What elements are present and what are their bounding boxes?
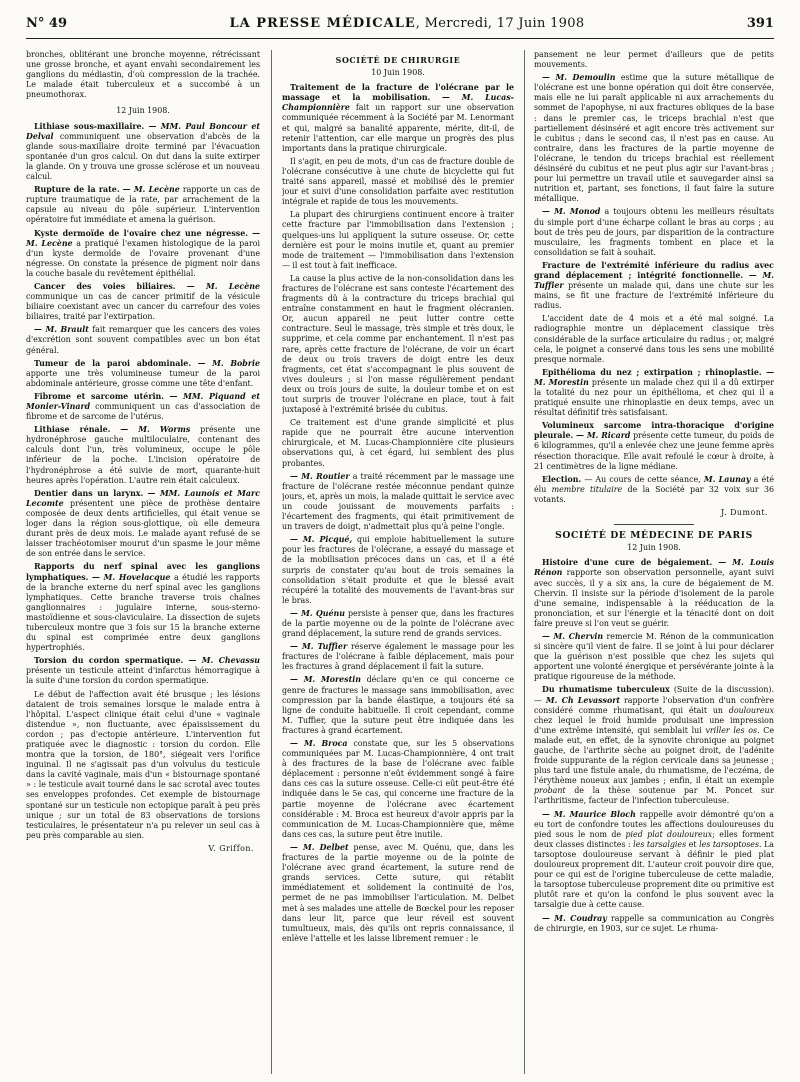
author: — M. Chervin bbox=[542, 631, 604, 641]
paragraph: Ce traitement est d'une grande simplicité et plus rapide que ne pourrait être aucune intervention chirurgicale, et M. Lucas-Championnière cite plusieurs observations qui, à cet égard, lui semblent des plus probantes. bbox=[282, 418, 514, 468]
author: — M. Demoulin bbox=[542, 73, 616, 83]
article-lithiase-renale: Lithiase rénale. — M. Worms présente une hydronéphrose gauche multiloculaire, contenant des calculs dont l'un, très volumineux, occupe le pôle inférieur de la poche. L'incision opératoire de l'hydronéphrose a été suivie de mort, quarante-huit heures après l'opération. L'autre rein était calculeux. bbox=[26, 425, 260, 485]
paragraph: — M. Broca constate que, sur les 5 observations communiquées par M. Lucas-Championnière, 4 ont trait à des fractures de la base de l'olécrane avec faible déplacement : personne n'eût évidemment songé à faire dans ces cas la suture osseuse. Celle-ci eût peut-être été indiquée dans le 5e cas, qui concerne une fracture de la partie moyenne de l'olécrane avec écartement considérable : M. Broca est heureux d'avoir appris par la communication de M. Lucas-Championnière que, même dans ces cas, la suture peut être inutile. bbox=[282, 739, 514, 839]
author: — M. Broca bbox=[290, 739, 348, 748]
article-olecrane: Traitement de la fracture de l'olécrane par le massage et la mobilisation. — M. Lucas-Championnière fait un rapport sur une observation communiquée récemment à la Société par M. Lenormant et qui, malgré sa banalité apparente, mérite, dit-il, de retenir l'attention, car elle marque un progrès des plus importants dans la pratique chirurgicale. bbox=[282, 83, 514, 153]
paragraph: — M. Monod a toujours obtenu les meilleurs résultats du simple port d'une écharpe collant le bras au corps ; au bout de très peu de jours, par disparition de la contracture musculaire, les fragments tombent en place et la consolidation se fait à souhait. bbox=[534, 207, 774, 257]
article-nerf-spinal: Rapports du nerf spinal avec les ganglions lymphatiques. — M. Hovelacque a étudié les rapports de la branche externe du nerf spinal avec les ganglions lymphatiques. Cette branche traverse trois chaînes ganglionnaires : jugulaire interne, sous-sterno-mastoïdienne et sous-claviculaire. La dissection de sujets tuberculeux montre que 3 fois sur 15 la branche externe du spinal est comprimée entre deux ganglions hypertrophiés. bbox=[26, 562, 260, 653]
page-header bbox=[26, 16, 774, 39]
paragraph: L'accident date de 4 mois et a été mal soigné. La radiographie montre un déplacement classique très considérable de la surface articulaire du radius ; or, malgré cela, le poignet a conservé dans tous les sens une mobilité presque normale. bbox=[534, 314, 774, 364]
article-title: Rupture de la rate. bbox=[34, 185, 120, 195]
article-kyste: Kyste dermoïde de l'ovaire chez une négresse. — M. Lecène a pratiqué l'examen histologique de la paroi d'un kyste dermoïde de l'ovaire provenant d'une négresse. On constate la présence de pigment noir dans la couche basale du revêtement épithélial. bbox=[26, 228, 260, 278]
article-title: Kyste dermoïde de l'ovaire chez une négresse. bbox=[34, 228, 248, 238]
article-election: Election. — Au cours de cette séance, M. Launay a été élu membre titulaire de la Société par 32 voix sur 36 votants. bbox=[534, 474, 774, 504]
separator bbox=[614, 524, 694, 525]
author: — M. Tuffier bbox=[534, 270, 774, 291]
author: M. Launay bbox=[703, 474, 751, 484]
author: — M. Tuffier bbox=[290, 642, 348, 652]
article-torsion: Torsion du cordon spermatique. — M. Chevassu présente un testicule atteint d'infarctus hémorragique à la suite d'une torsion du cordon spermatique. bbox=[26, 656, 260, 686]
author: — M. Monod bbox=[542, 207, 601, 217]
article-title: Volumineux sarcome intra-thoracique d'origine pleurale. bbox=[534, 421, 774, 441]
signature: V. Griffon. bbox=[208, 843, 254, 853]
paragraph: — M. Routier a traité récemment par le massage une fracture de l'olécrane restée méconnue pendant quinze jours, et, après un mois, la malade quittait le service avec un coude jouissant de mouvements parfaits : l'écartement des fragments, qui était primitivement de un travers de doigt, n'admettait plus qu'à peine l'ongle. bbox=[282, 471, 514, 532]
author: — MM. Launois et Marc Lecomte bbox=[26, 488, 260, 508]
author: — M. Hovelacque bbox=[91, 572, 171, 582]
article-title: Lithiase rénale. bbox=[34, 425, 111, 435]
article-title: Histoire d'une cure de bégaiement. bbox=[542, 558, 713, 568]
session-date: 10 Juin 1908. bbox=[371, 68, 425, 78]
author: — M. Louis Rénon bbox=[534, 558, 774, 578]
article-title: Du rhumatisme tuberculeux bbox=[542, 685, 670, 695]
article-title: Epithélioma du nez ; extirpation ; rhinoplastie. bbox=[542, 367, 762, 377]
paragraph: — M. Brault fait remarquer que les cancers des voies d'excrétion sont souvent compatibles avec un bon état général. bbox=[26, 325, 260, 355]
signature: J. Dumont. bbox=[721, 508, 768, 518]
author: — M. Lecène bbox=[122, 185, 180, 195]
paragraph: — M. Quénu persiste à penser que, dans les fractures de la partie moyenne ou de la pointe de l'olécrane avec grand déplacement, la suture rend de grands services. bbox=[282, 608, 514, 639]
column-divider bbox=[524, 50, 525, 1074]
article-dentier: Dentier dans un larynx. — MM. Launois et Marc Lecomte présentent une pièce de prothèse dentaire composée de deux dents artificielles, qui était venue se loger dans la région sous-glottique, où elle demeura durant près de deux mois. Le malade ayant refusé de se laisser trachéotomiser mourut d'un spasme le jour même de son entrée dans le service. bbox=[26, 488, 260, 559]
paragraph: — M. Maurice Bloch rappelle avoir démontré qu'on a eu tort de confondre toutes les affections douloureuses du pied sous le nom de pied plat douloureux; elles forment deux classes distinctes : les tarsalgies et les tarsoptoses. La tarsoptose douloureuse servant à définir le pied plat douloureux proprement dit. L'auteur croit pouvoir dire que, pour ce qui est de l'origine tuberculeuse de cette maladie, la tarsoptose tuberculeuse proprement dite ou primitive est plutôt rare et qu'on la confond le plus souvent avec la tarsalgie due à cette cause. bbox=[534, 809, 774, 910]
paragraph: bronches, oblitérant une bronche moyenne, rétrécissant une grosse bronche, et ayant envahi secondairement les ganglions du médiastin, d'où compression de la trachée. Le malade était tuberculeux et a succombé à un pneumothorax. bbox=[26, 50, 260, 100]
author: — M. Lecène bbox=[186, 281, 260, 291]
column-middle bbox=[282, 50, 514, 1074]
paragraph: La cause la plus active de la non-consolidation dans les fractures de l'olécrane est sans conteste l'écartement des fragments dû à la contracture du triceps brachial qui entraîne constamment en haut le fragment olécranien. Or, aucun appareil ne peut lutter contre cette contracture. Seul le massage, très simple et très doux, le supprime, et cela comme par enchantement. Il n'est pas rare, après cette fracture de l'olécrane, de voir un écart de deux ou trois travers de doigt entre les deux fragments, cet état s'accompagnant le plus souvent de vives douleurs ; si l'on masse régulièrement pendant deux ou trois jours de suite, la douleur tombe et on est tout surpris de trouver l'olécrane en place, tout à fait juxtaposé à l'extrémité brisée du cubitus. bbox=[282, 273, 514, 415]
paragraph: pansement ne leur permet d'ailleurs que de petits mouvements. bbox=[534, 50, 774, 70]
author: — M. Brault bbox=[34, 325, 89, 335]
masthead bbox=[229, 16, 584, 31]
session-date: 12 Juin 1908. bbox=[627, 543, 681, 553]
paragraph: — M. Delbet pense, avec M. Quénu, que, dans les fractures de la partie moyenne ou de la pointe de l'olécrane avec grand écartement, la suture rend de grands services. Cette suture, qui rétablit immédiatement et solidement la continuité de l'os, permet de ne pas immobiliser l'articulation. M. Delbet met à ses malades une attelle de Bœckel pour les reposer dans leur lit, parce que leur réveil est souvent tumultueux, mais, dès qu'ils ont repris connaissance, il enlève l'attelle et les laisse librement remuer : le bbox=[282, 842, 514, 943]
paragraph: — M. Chervin remercie M. Rénon de la communication si sincère qu'il vient de faire. Il se joint à lui pour déclarer que la guérison n'est possible que chez les sujets qui apportent une volonté énergique et persévérante jointe à la pratique rigoureuse de la méthode. bbox=[534, 631, 774, 682]
author: — MM. Piquand et Monier-Vinard bbox=[26, 391, 260, 411]
article-title: Torsion du cordon spermatique. bbox=[34, 656, 184, 666]
article-rhumatisme: Du rhumatisme tuberculeux (Suite de la discussion). — M. Ch Levassort rapporte l'observation d'un confrère considéré comme rhumatisant, qui était un douloureux chez lequel le froid humide produisait une impression d'une extrême intensité, qui semblait lui vriller les os. Ce malade eut, en effet, de la synovite chronique au poignet gauche, de l'arthrite sèche au poignet droit, de l'adénite froide suppurante de la région cervicale dans sa jeunesse ; plus tard une fistule anale, du rhumatisme, de l'eczéma, de l'érythème noueux aux jambes ; enfin, il était un exemple probant de la thèse soutenue par M. Poncet sur l'arthritisme, facteur de l'infection tuberculeuse. bbox=[534, 685, 774, 806]
author: — M. Lecène bbox=[26, 228, 260, 248]
author: — M. Worms bbox=[120, 425, 191, 435]
section-title: SOCIÉTÉ DE MÉDECINE DE PARIS bbox=[555, 530, 753, 542]
article-title: Lithiase sous-maxillaire. bbox=[34, 121, 145, 131]
article-tumeur: Tumeur de la paroi abdominale. — M. Bobrie apporte une très volumineuse tumeur de la paroi abdominale antérieure, grosse comme une tête d'enfant. bbox=[26, 358, 260, 388]
article-title: Traitement de la fracture de l'olécrane par le massage et la mobilisation. bbox=[282, 83, 514, 103]
author: — M. Picqué, bbox=[290, 535, 353, 545]
article-radius: Fracture de l'extrémité inférieure du radius avec grand déplacement ; intégrité fonctionnelle. — M. Tuffier présente un malade qui, dans une chute sur les mains, se fit une fracture de l'extrémité inférieure du radius. bbox=[534, 260, 774, 311]
article-title: Cancer des voies biliaires. bbox=[34, 281, 176, 291]
article-lithiase: Lithiase sous-maxillaire. — MM. Paul Boncour et Delval communiquent une observation d'abcès de la glande sous-maxillaire droite terminé par l'évacuation spontanée d'un gros calcul. On dut dans la suite extirper la glande. On y trouva une grosse sclérose et un nouveau calcul. bbox=[26, 121, 260, 182]
article-title: Election. bbox=[542, 474, 582, 484]
issue-date: , Mercredi, 17 Juin 1908 bbox=[415, 16, 585, 31]
article-sarcome: Volumineux sarcome intra-thoracique d'origine pleurale. — M. Ricard présente cette tumeur, du poids de 6 kilogrammes, qu'il a enlevée chez une jeune femme après résection thoracique. Elle avait refoulé le cœur à droite, à 21 centimètres de la ligne médiane. bbox=[534, 421, 774, 471]
author: — M. Morestin bbox=[290, 675, 361, 685]
page-number: 391 bbox=[746, 16, 774, 31]
issue-number: N° 49 bbox=[26, 16, 67, 31]
article-cancer: Cancer des voies biliaires. — M. Lecène communique un cas de cancer primitif de la vésicule biliaire coexistant avec un cancer du carrefour des voies biliaires, traité par l'extirpation. bbox=[26, 281, 260, 322]
column-right bbox=[534, 50, 774, 1074]
paragraph: La plupart des chirurgiens continuent encore à traiter cette fracture par l'immobilisation dans l'extension ; quelques-uns lui appliquent la suture osseuse. Or, cette dernière est pour le moins inutile et, quant au premier mode de traitement — l'immobilisation dans l'extension — il est tout à fait inefficace. bbox=[282, 210, 514, 270]
author: — M. Bobrie bbox=[197, 358, 260, 368]
article-epithelioma: Epithélioma du nez ; extirpation ; rhinoplastie. — M. Morestin présente un malade chez qui il a dû extirper la totalité du nez pour un épithélioma, et chez qui il a pratiqué ensuite une rhinoplastie en deux temps, avec un résultat définitif très satisfaisant. bbox=[534, 367, 774, 418]
paragraph: — M. Demoulin estime que la suture métallique de l'olécrane est une bonne opération qui doit être conservée, mais elle ne lui paraît applicable ni aux arrachements du sommet de l'apophyse, ni aux fractures obliques de la base : dans le premier cas, le triceps brachial n'est que partiellement désinséré et agit encore très activement sur le cubitus ; dans le second cas, il n'est pas en cause. Au contraire, dans les fractures de la partie moyenne de l'olécrane, le tendon du triceps brachial est réellement désinséré du cubitus et ne peut plus agir sur l'avant-bras ; pour lui permettre un travail utile et sauvegarder ainsi sa nutrition et, partant, ses fonctions, il faut faire la suture métallique. bbox=[534, 73, 774, 204]
article-title: Fracture de l'extrémité inférieure du radius avec grand déplacement ; intégrité fonctionnelle. bbox=[534, 260, 774, 280]
article-fibrome: Fibrome et sarcome utérin. — MM. Piquand et Monier-Vinard communiquent un cas d'association de fibrome et de sarcome de l'utérus. bbox=[26, 391, 260, 422]
article-title: Dentier dans un larynx. bbox=[34, 488, 144, 498]
author: — M. Lucas-Championnière bbox=[282, 93, 514, 113]
author: — M. Coudray bbox=[542, 913, 607, 923]
paragraph: — M. Coudray rappelle sa communication au Congrès de chirurgie, en 1903, sur ce sujet. Le rhuma- bbox=[534, 913, 774, 933]
paragraph: Le début de l'affection avait été brusque ; les lésions dataient de trois semaines lorsque le malade entra à l'hôpital. L'aspect clinique était celui d'une « vaginale distendue », non fluctuante, avec épaississement du cordon ; pas d'ectopie antérieure. L'intervention fut pratiquée avec le diagnostic : torsion du cordon. Elle montra que la torsion, de 180°, siégeait vers l'orifice inguinal. Il ne s'agissait pas d'un volvulus du testicule dans la cavité vaginale, mais d'un « bistournage spontané » : le testicule avait tourné dans le sac scrotal avec toutes ses enveloppes profondes. Cet exemple de bistournage spontané sur un testicule non ectopique paraît à peu près unique ; sur un total de 83 observations de torsions testiculaires, le présentateur n'a pu relever un seul cas à peu près comparable au sien. bbox=[26, 689, 260, 840]
author: — M. Chevassu bbox=[188, 656, 260, 666]
author: — M. Morestin bbox=[534, 367, 774, 387]
author: — M. Quénu bbox=[290, 608, 345, 618]
author: — M. Ricard bbox=[576, 431, 631, 441]
journal-title: LA PRESSE MÉDICALE bbox=[229, 16, 416, 31]
author: — M. Routier bbox=[290, 471, 350, 481]
column-divider bbox=[271, 50, 272, 1074]
article-rate: Rupture de la rate. — M. Lecène rapporte un cas de rupture traumatique de la rate, par arrachement de la capsule au niveau du pôle supérieur. L'intervention opératoire fut immédiate et amena la guérison. bbox=[26, 185, 260, 225]
paragraph: — M. Morestin déclare qu'en ce qui concerne ce genre de fractures le massage sans immobilisation, avec compression par la bande élastique, a toujours été sa ligne de conduite habituelle. Il croit cependant, comme M. Tuffier, que la suture peut être indiquée dans les fractures à grand écartement. bbox=[282, 675, 514, 735]
column-left bbox=[26, 50, 260, 1074]
article-title: Tumeur de la paroi abdominale. bbox=[34, 358, 192, 368]
article-title: Rapports du nerf spinal avec les ganglions lymphatiques. bbox=[26, 562, 260, 582]
author: M. Ch Levassort bbox=[545, 695, 621, 705]
session-date: 12 Juin 1908. bbox=[116, 106, 170, 116]
author: — MM. Paul Boncour et Delval bbox=[26, 121, 260, 141]
author: — M. Delbet bbox=[290, 842, 349, 852]
article-begaiement: Histoire d'une cure de bégaiement. — M. Louis Rénon rapporte son observation personnelle, ayant suivi avec succès, il y a six ans, la cure de bégaiement de M. Chervin. Il insiste sur la période d'isolement de la parole d'une semaine, indispensable à la rééducation de la prononciation, et sur l'énergie et la ténacité dont on doit faire preuve si l'on veut se guérir. bbox=[534, 558, 774, 628]
section-title: SOCIÉTÉ DE CHIRURGIE bbox=[335, 56, 461, 65]
paragraph: — M. Picqué, qui emploie habituellement la suture pour les fractures de l'olécrane, a essayé du massage et de la mobilisation précoces dans un cas, et il a été surpris de constater qu'au bout de trois semaines la consolidation s'était produite et que le blessé avait récupéré la totalité des mouvements de l'avant-bras sur le bras. bbox=[282, 535, 514, 605]
article-title: Fibrome et sarcome utérin. bbox=[34, 391, 164, 401]
paragraph: Il s'agit, en peu de mots, d'un cas de fracture double de l'olécrane consécutive à une chute de bicyclette qui fut traité sans appareil, massé et mobilisé dès le premier jour et suivi d'une consolidation parfaite avec restitution intégrale et rapide de tous les mouvements. bbox=[282, 156, 514, 207]
author: — M. Maurice Bloch bbox=[542, 809, 636, 819]
paragraph: — M. Tuffier réserve également le massage pour les fractures de l'olécrane à faible déplacement, mais pour les fractures à grand déplacement il fait la suture. bbox=[282, 642, 514, 672]
